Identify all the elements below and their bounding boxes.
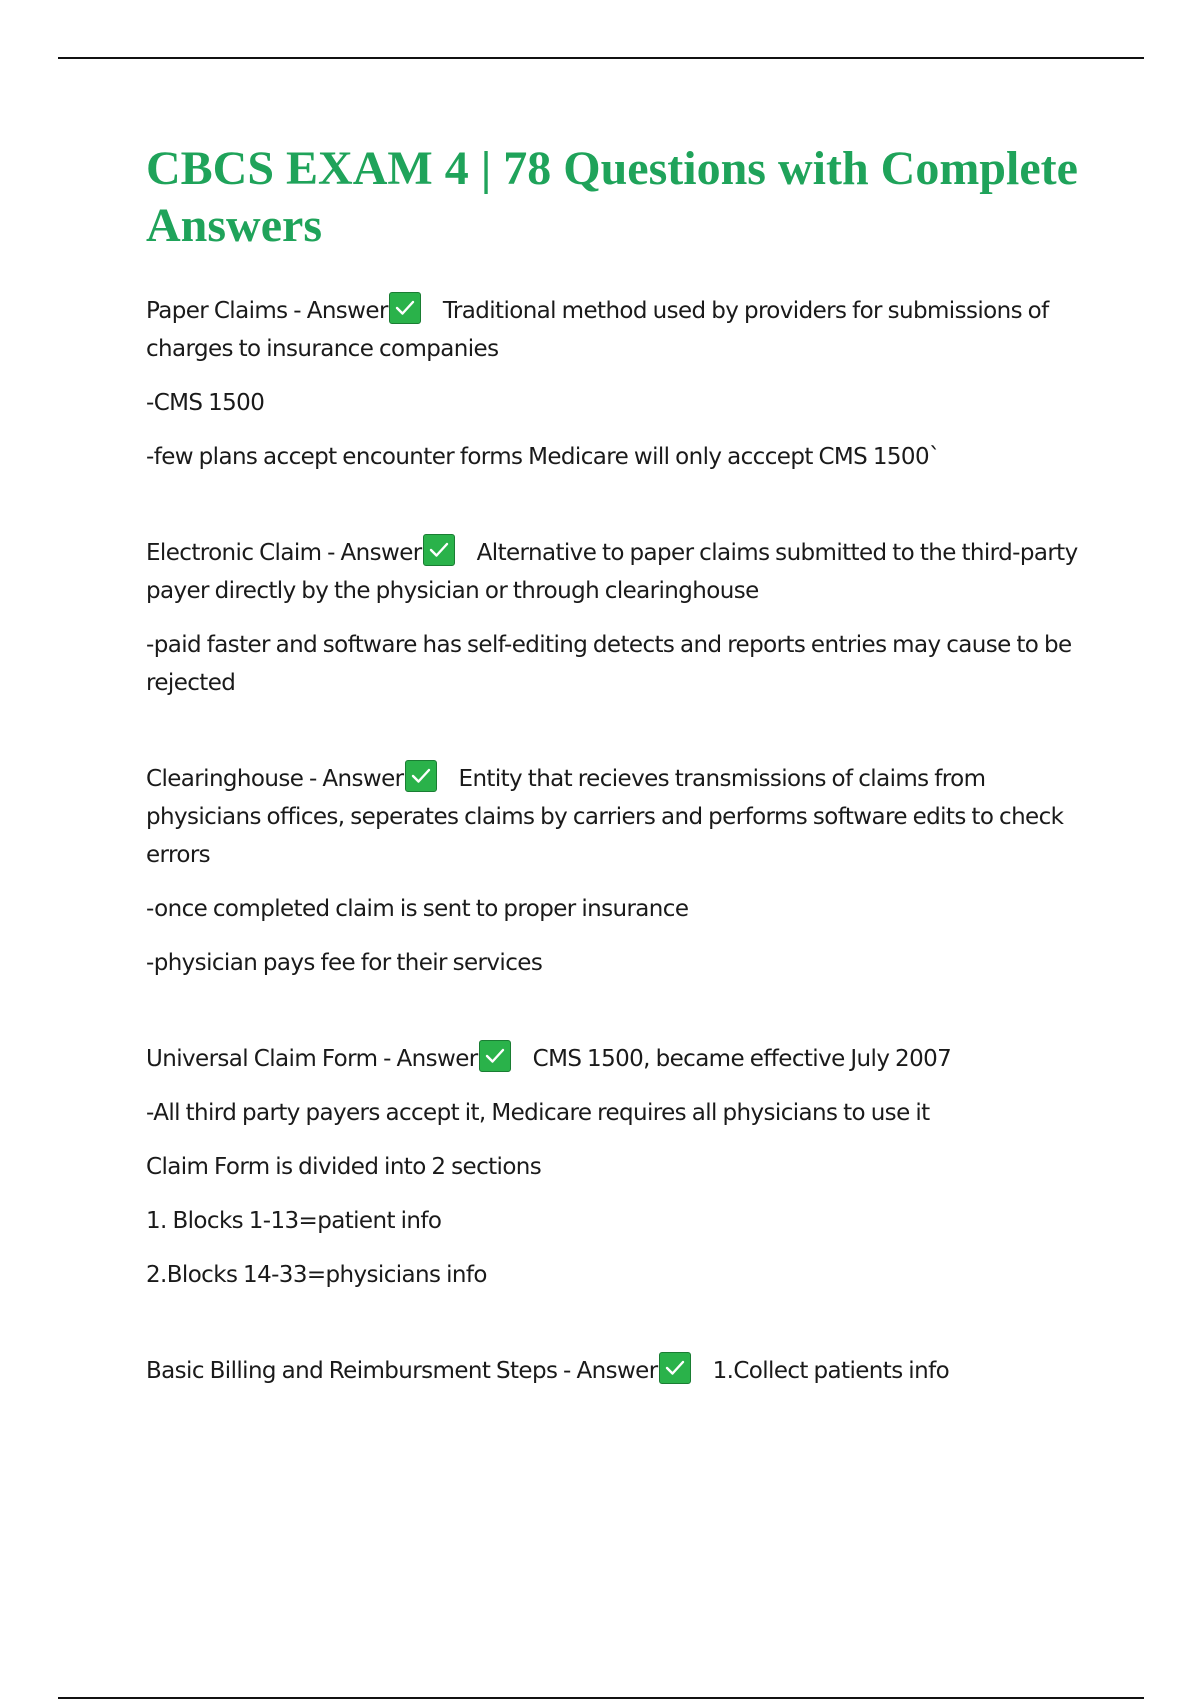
check-mark-icon — [389, 292, 421, 324]
qa-question-line — [146, 1352, 1096, 1390]
qa-entry — [146, 534, 1096, 702]
qa-entry — [146, 292, 1096, 476]
qa-entry — [146, 1040, 1096, 1294]
qa-term: Electronic Claim - Answer — [146, 540, 422, 566]
check-mark-icon — [479, 1040, 511, 1072]
document-body — [146, 140, 1096, 1448]
qa-entry — [146, 1352, 1096, 1390]
qa-answer: Entity that recieves transmissions of claims from physicians offices, seperates claims by carriers and performs software edits to check errors — [146, 766, 1064, 868]
qa-question-line — [146, 534, 1096, 610]
qa-question-line — [146, 760, 1096, 874]
qa-detail-line: 1. Blocks 1-13=patient info — [146, 1208, 442, 1234]
qa-question-line — [146, 1040, 1096, 1078]
qa-entry — [146, 760, 1096, 982]
bottom-rule — [58, 1697, 1144, 1699]
qa-detail-line: -All third party payers accept it, Medicare requires all physicians to use it — [146, 1100, 930, 1126]
qa-question-line — [146, 292, 1096, 368]
qa-detail-line: -CMS 1500 — [146, 390, 265, 416]
qa-detail-line: -once completed claim is sent to proper insurance — [146, 896, 689, 922]
qa-detail-line: Claim Form is divided into 2 sections — [146, 1154, 542, 1180]
qa-answer: CMS 1500, became effective July 2007 — [532, 1046, 952, 1072]
top-rule — [58, 57, 1144, 59]
qa-term: Universal Claim Form - Answer — [146, 1046, 478, 1072]
qa-answer: Alternative to paper claims submitted to the third-party payer directly by the physician or through clearinghouse — [146, 540, 1078, 604]
check-mark-icon — [405, 760, 437, 792]
qa-detail-line: 2.Blocks 14-33=physicians info — [146, 1262, 487, 1288]
qa-detail-line: -physician pays fee for their services — [146, 950, 543, 976]
qa-detail-line: -few plans accept encounter forms Medicare will only acccept CMS 1500` — [146, 444, 940, 470]
qa-term: Basic Billing and Reimbursment Steps - Answer — [146, 1358, 658, 1384]
check-mark-icon — [423, 534, 455, 566]
qa-term: Paper Claims - Answer — [146, 298, 388, 324]
qa-answer: Traditional method used by providers for submissions of charges to insurance companies — [146, 298, 1049, 362]
qa-detail-line: -paid faster and software has self-editing detects and reports entries may cause to be rejected — [146, 632, 1072, 696]
document-title: CBCS EXAM 4 | 78 Questions with Complete Answers — [146, 142, 1078, 252]
check-mark-icon — [659, 1352, 691, 1384]
qa-answer: 1.Collect patients info — [712, 1358, 950, 1384]
qa-term: Clearinghouse - Answer — [146, 766, 404, 792]
